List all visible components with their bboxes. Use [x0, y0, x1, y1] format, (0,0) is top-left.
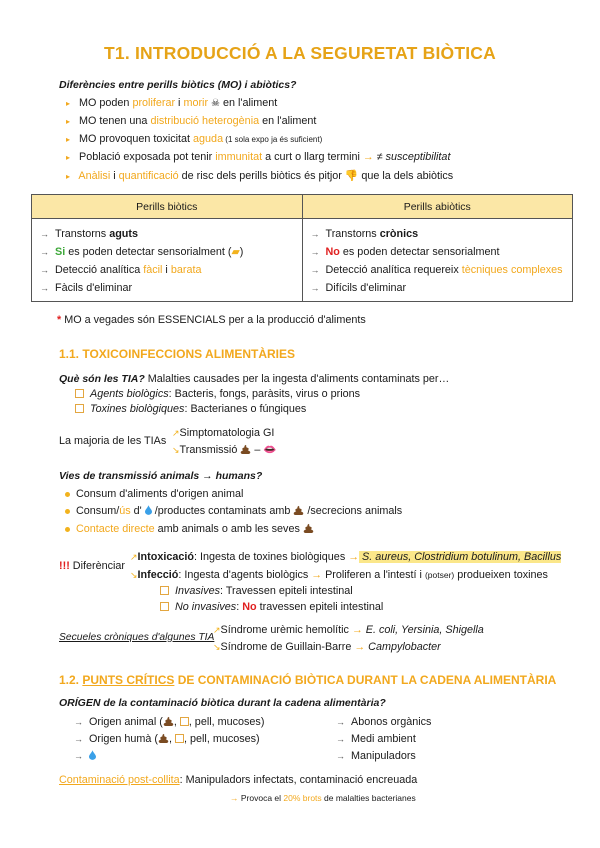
bullet-dot-icon — [65, 492, 70, 497]
origin-item: → Manipuladors — [336, 750, 416, 762]
checkbox-icon — [75, 404, 84, 413]
bullet-dot-icon — [65, 527, 70, 532]
thumbs-down-icon: 👎 — [344, 170, 359, 182]
table-header-abiotic: Perills abiòtics — [302, 195, 573, 219]
table-item: → Detecció analítica fàcil i barata — [40, 264, 202, 276]
sequela-item: ↘Síndrome de Guillain-Barre → Campylobacter — [213, 641, 441, 653]
table-item: → Si es poden detectar sensorialment (▰) — [40, 246, 244, 258]
origin-item: → Origen humà ( , , pell, mucoses) — [74, 733, 260, 745]
poop-icon — [240, 444, 251, 454]
table-cell-biotic — [32, 219, 303, 302]
tia-agents: Agents biològics: Bacteris, fongs, paràsits, virus o prions — [75, 388, 360, 400]
section-heading-1-2: 1.2. PUNTS CRÍTICS DE CONTAMINACIÓ BIÒTICA DURANT LA CADENA ALIMENTÀRIA — [59, 673, 557, 687]
tia-symptoms: ↗Simptomatologia GI — [172, 427, 275, 439]
post-harvest-contamination: Contaminació post-collita: Manipuladors infectats, contaminació encreuada — [59, 774, 418, 786]
water-drop-icon — [89, 750, 96, 760]
origin-item: → — [74, 750, 96, 762]
intro-bullet: ▸ Població exposada pot tenir immunitat a curt o llarg termini → ≠ susceptibilitat — [66, 151, 451, 163]
route-item: Contacte directe amb animals o amb les seves — [65, 523, 314, 535]
origin-item: → Abonos orgànics — [336, 716, 432, 728]
outbreak-note: → Provoca el 20% brots de malalties bacterianes — [230, 793, 416, 803]
bullet-arrow-icon: ▸ — [66, 117, 71, 126]
bullet-dot-icon — [65, 509, 70, 514]
table-header-biotic: Perills biòtics — [32, 195, 303, 219]
question-contamination-origin: ORÍGEN de la contaminació biòtica durant la cadena alimentària? — [59, 697, 386, 709]
tia-definition: Què són les TIA? Malalties causades per la ingesta d'aliments contaminats per… — [59, 373, 450, 385]
question-transmission-routes: Vies de transmissió animals → humans? — [59, 470, 263, 482]
table-item: → Difícils d'eliminar — [310, 282, 407, 294]
bullet-arrow-icon: ▸ — [66, 153, 71, 162]
non-invasive-row: No invasives: No travessen epiteli intestinal — [160, 601, 383, 613]
intro-bullet: ▸ Anàlisi i quantificació de risc dels perills biòtics és pitjor 👎 que la dels abiòtics — [66, 170, 454, 182]
origin-item: → Medi ambient — [336, 733, 416, 745]
infection-row: ↘Infecció: Ingesta d'agents biològics → Proliferen a l'intestí i (potser) produeixen toxines — [130, 569, 548, 581]
section-heading-1-1: 1.1. TOXICOINFECCIONS ALIMENTÀRIES — [59, 347, 296, 361]
table-item: → No es poden detectar sensorialment — [310, 246, 500, 258]
comparison-table — [31, 194, 573, 302]
poop-icon — [158, 733, 169, 743]
table-cell-abiotic — [302, 219, 573, 302]
sequela-item: ↗Síndrome urèmic hemolític → E. coli, Yersinia, Shigella — [213, 624, 484, 636]
tia-transmission: ↘Transmissió – 👄 — [172, 444, 277, 456]
poop-icon — [293, 505, 304, 515]
skull-icon: ☠ — [211, 98, 221, 109]
table-item: → Transtorns aguts — [40, 228, 138, 240]
note-essential: * MO a vegades són ESSENCIALS per a la producció d'aliments — [57, 314, 366, 326]
table-item: → Fàcils d'eliminar — [40, 282, 133, 294]
table-item: → Detecció analítica requereix tècniques complexes — [310, 264, 563, 276]
checkbox-icon — [160, 602, 169, 611]
intro-bullet: ▸ MO provoquen toxicitat aguda (1 sola expo ja és suficient) — [66, 133, 323, 145]
sequelae-label: Secueles cròniques d'algunes TIA — [59, 632, 215, 643]
bullet-arrow-icon: ▸ — [66, 99, 71, 108]
intro-bullet: ▸ MO poden proliferar i morir ☠ en l'aliment — [66, 97, 278, 109]
checkbox-icon — [75, 389, 84, 398]
intro-bullet: ▸ MO tenen una distribució heterogènia en l'aliment — [66, 115, 317, 127]
bullet-arrow-icon: ▸ — [66, 135, 71, 144]
cheese-icon: ▰ — [231, 246, 240, 258]
page-title: T1. INTRODUCCIÓ A LA SEGURETAT BIÒTICA — [104, 43, 496, 63]
tia-majority: La majoria de les TIAs — [59, 435, 167, 447]
question-biotic-vs-abiotic: Diferències entre perills biòtics (MO) i abiòtics? — [59, 79, 297, 91]
checkbox-icon — [160, 586, 169, 595]
invasive-row: Invasives: Travessen epiteli intestinal — [160, 585, 353, 597]
bullet-arrow-icon: ▸ — [66, 172, 71, 181]
checkbox-icon — [180, 717, 189, 726]
poop-icon — [163, 716, 174, 726]
differentiate-label: !!! Diferènciar — [59, 560, 125, 572]
checkbox-icon — [175, 734, 184, 743]
poop-icon — [303, 523, 314, 533]
mouth-icon: 👄 — [263, 444, 277, 456]
origin-item: → Origen animal ( , , pell, mucoses) — [74, 716, 265, 728]
intoxication-row: ↗Intoxicació: Ingesta de toxines biològiques → S. aureus, Clostridium botulinum, Bacillus — [130, 551, 562, 563]
water-drop-icon — [145, 505, 152, 515]
tia-toxins: Toxines biològiques: Bacterianes o fúngiques — [75, 403, 306, 415]
table-item: → Transtorns crònics — [310, 228, 419, 240]
route-item: Consum/ús d' /productes contaminats amb /secrecions animals — [65, 505, 402, 517]
route-item: Consum d'aliments d'origen animal — [65, 488, 243, 500]
